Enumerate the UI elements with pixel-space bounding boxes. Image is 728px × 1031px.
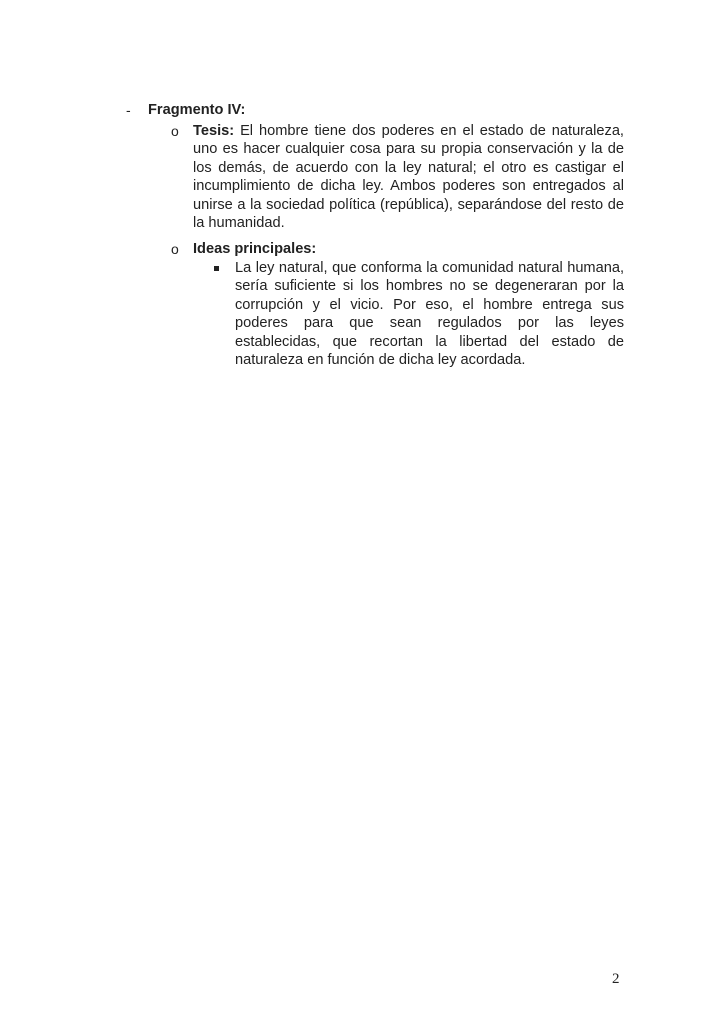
tesis-label: Tesis: (193, 123, 235, 139)
ideas-bullet: o (171, 241, 179, 257)
idea-paragraph: La ley natural, que conforma la comunidad natural humana, sería suficiente si los hombres no se degeneraran por la corrupción y el vicio. Por eso, el hombre entrega sus poderes para que sean regulados por las leyes establecidas, que recortan la libertad del estado de naturaleza en función de dicha ley acordada. (235, 260, 624, 369)
dash-bullet: - (126, 102, 131, 118)
tesis-text: El hombre tiene dos poderes en el estado de naturaleza, uno es hacer cualquier cosa para su propia conservación y la de los demás, de acuerdo con la ley natural; el otro es castigar el incumplimiento de dicha ley. Ambos poderes son entregados al unirse a la sociedad política (república), separándose del resto de la humanidad. (193, 123, 624, 232)
page-number: 2 (612, 971, 620, 987)
tesis-bullet: o (171, 123, 179, 139)
tesis-paragraph (193, 122, 624, 232)
ideas-title: Ideas principales: (193, 241, 317, 257)
section-title: Fragmento IV: (148, 102, 246, 118)
square-bullet-icon (214, 266, 219, 271)
